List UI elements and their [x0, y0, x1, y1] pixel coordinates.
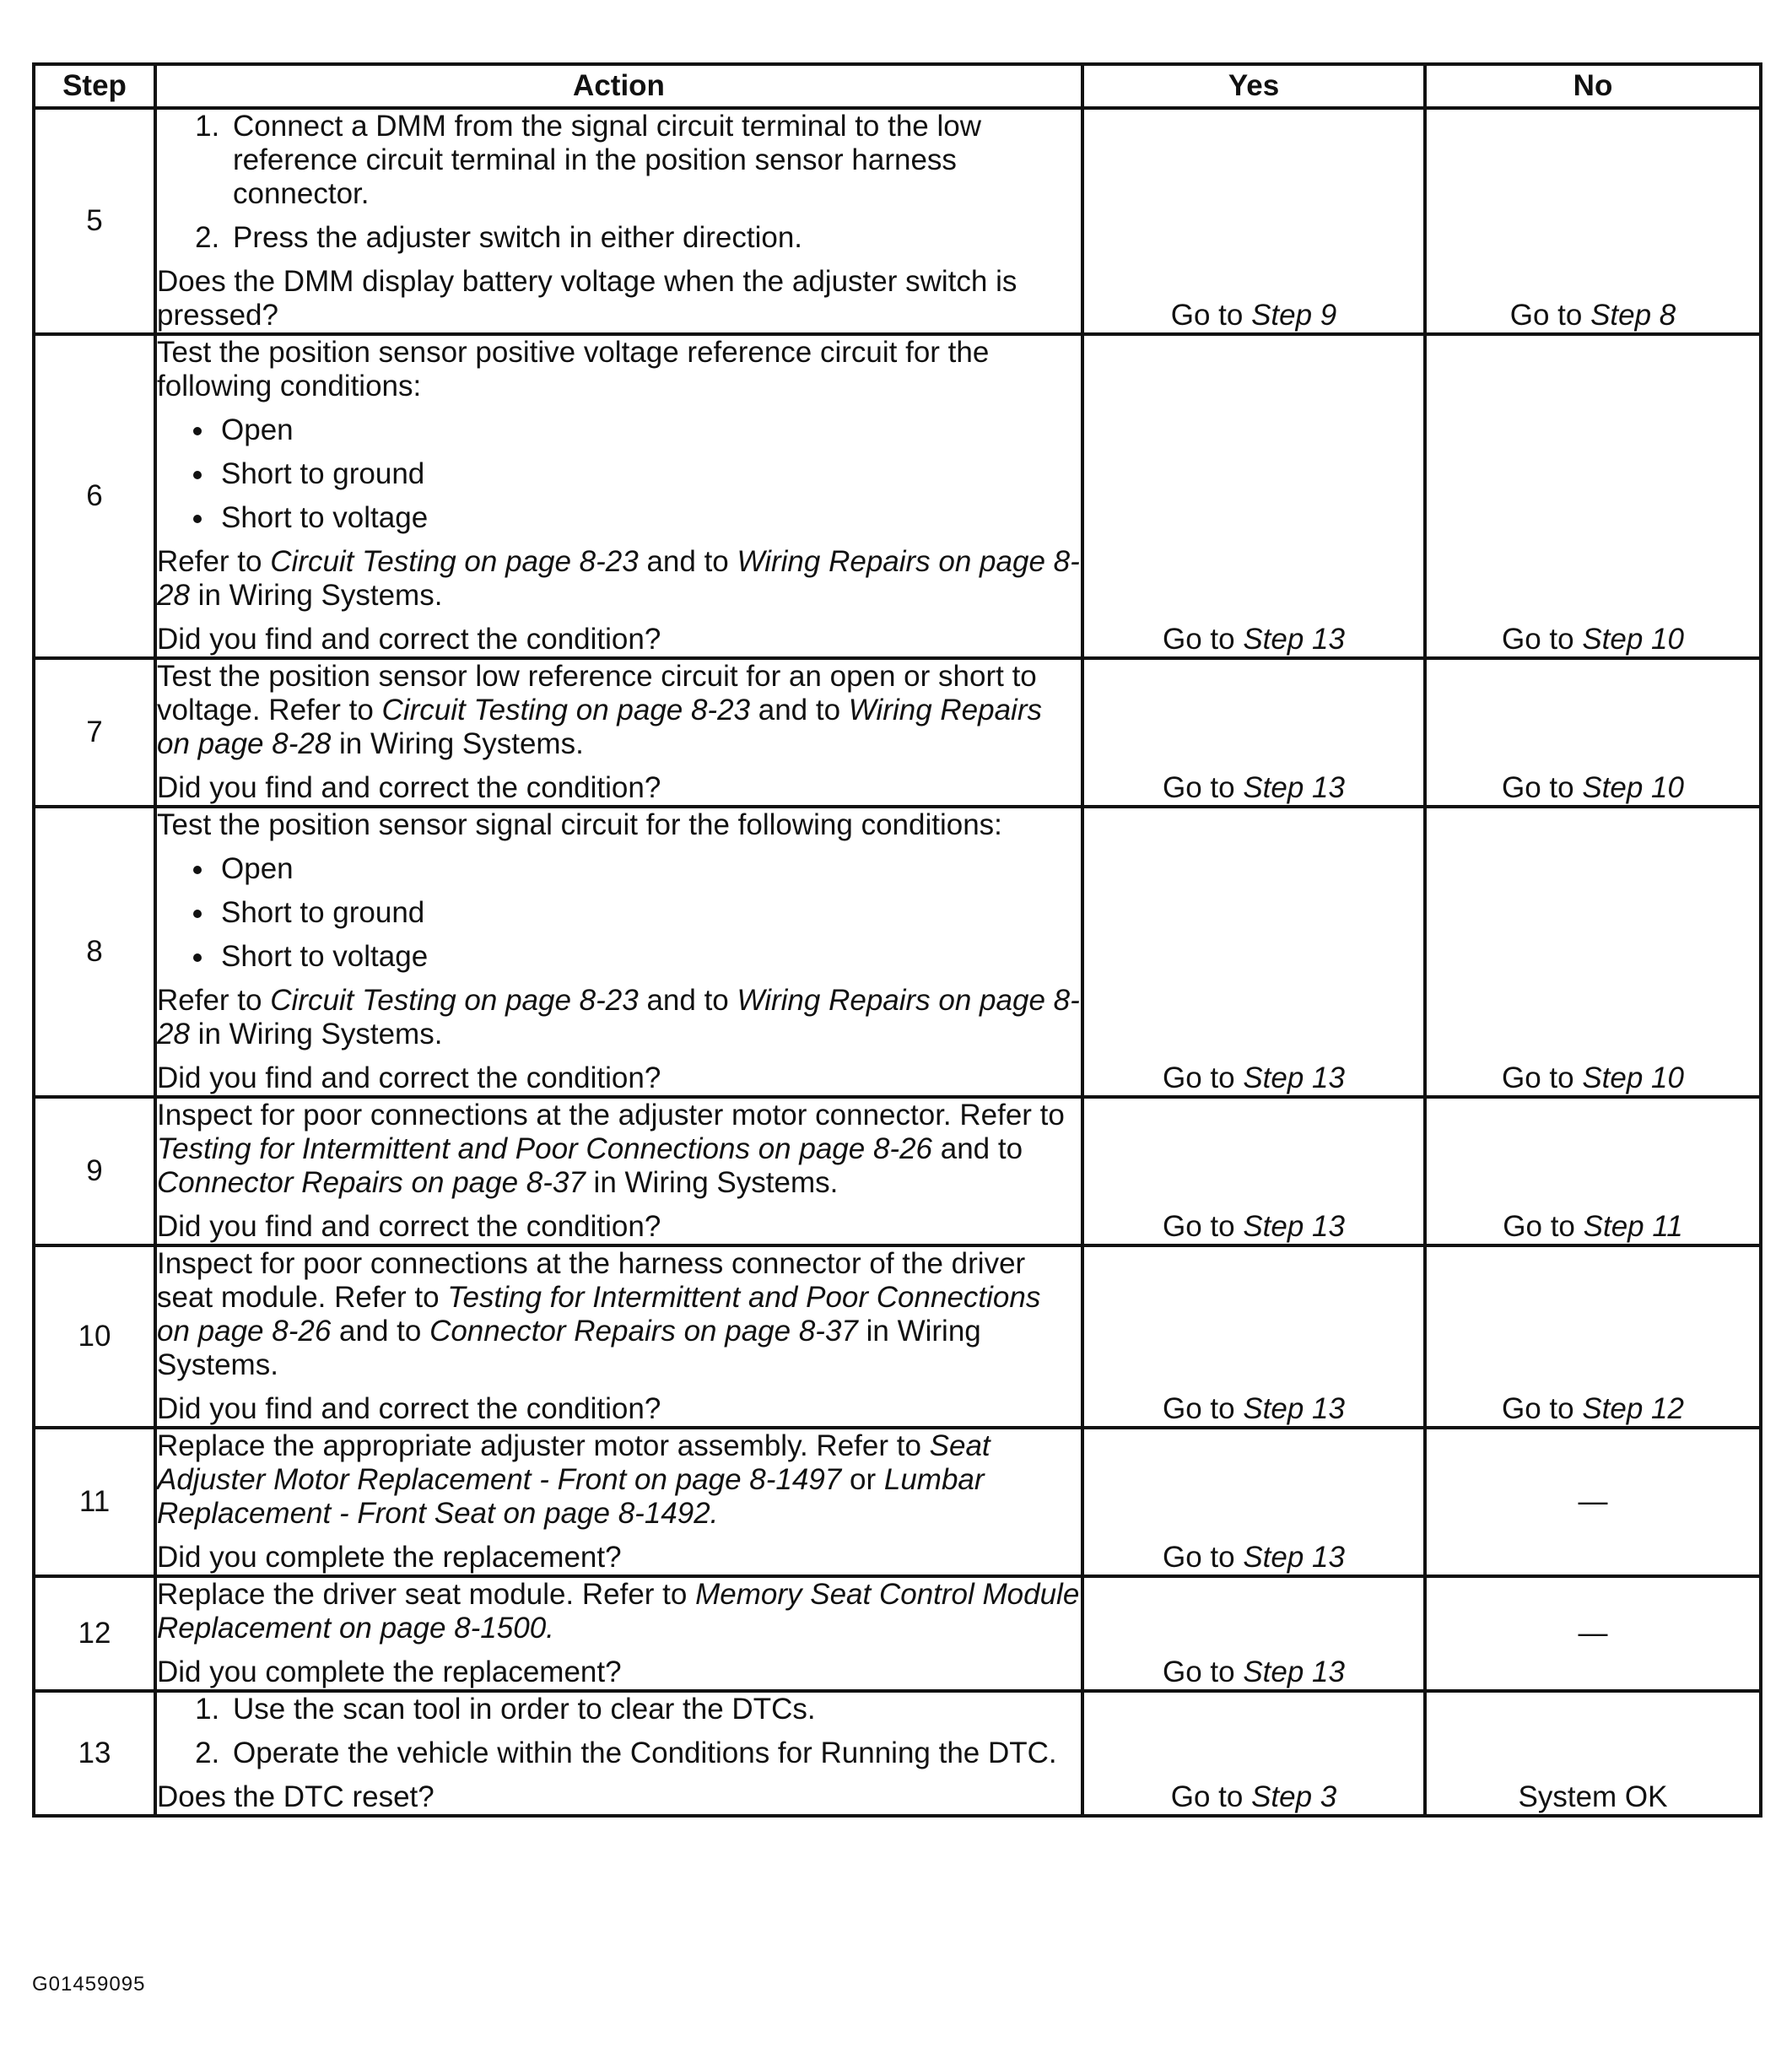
- question-text: [157, 1210, 1081, 1244]
- yes-outcome-target: Step 13: [1243, 771, 1345, 804]
- text-run: and to: [331, 1315, 430, 1348]
- no-outcome-target: Step 10: [1582, 1061, 1684, 1094]
- cross-reference: Lumbar Replacement - Front Seat on page 8-1492.: [157, 1463, 985, 1530]
- no-outcome-prefix: Go to: [1509, 299, 1591, 332]
- question-text: [157, 771, 1081, 805]
- no-outcome: [1425, 108, 1761, 334]
- cross-reference: Connector Repairs on page 8-37: [429, 1315, 858, 1348]
- yes-outcome: [1082, 1097, 1425, 1245]
- header-no: No: [1425, 64, 1761, 108]
- instruction-text: [157, 1429, 1081, 1531]
- bullet-item: • Open: [216, 852, 1081, 886]
- cross-reference: Connector Repairs on page 8-37: [157, 1166, 586, 1199]
- yes-outcome-prefix: Go to: [1163, 1061, 1244, 1094]
- yes-outcome-prefix: Go to: [1163, 1210, 1244, 1243]
- action-cell: [155, 334, 1082, 658]
- no-outcome-prefix: Go to: [1502, 1392, 1583, 1425]
- diagnostic-table: [32, 62, 1762, 1818]
- cross-reference: Circuit Testing on page 8-23: [270, 984, 639, 1017]
- no-outcome-prefix: Go to: [1502, 1061, 1583, 1094]
- table-row: [34, 658, 1761, 807]
- text-run: Did you find and correct the condition?: [157, 1061, 661, 1094]
- no-outcome-target: Step 12: [1582, 1392, 1684, 1425]
- bullet-item: • Short to voltage: [216, 940, 1081, 974]
- table-row: [34, 807, 1761, 1097]
- no-outcome-prefix: Go to: [1502, 623, 1583, 656]
- table-row: [34, 108, 1761, 334]
- instruction-text: [157, 336, 1081, 403]
- no-outcome-prefix: Go to: [1503, 1210, 1584, 1243]
- table-row: [34, 1691, 1761, 1816]
- list-item: [228, 110, 1081, 211]
- action-cell: [155, 1428, 1082, 1576]
- list-item: [228, 1737, 1081, 1770]
- action-cell: [155, 108, 1082, 334]
- action-cell: [155, 1245, 1082, 1428]
- yes-outcome-target: Step 9: [1251, 299, 1337, 332]
- yes-outcome-prefix: Go to: [1170, 1780, 1252, 1813]
- question-text: [157, 1780, 1081, 1814]
- text-run: Inspect for poor connections at the adjuster motor connector. Refer to: [157, 1099, 1065, 1132]
- action-cell: [155, 807, 1082, 1097]
- yes-outcome: [1082, 334, 1425, 658]
- instruction-text: [157, 1247, 1081, 1382]
- no-outcome-text: —: [1578, 1485, 1608, 1518]
- bullet-item: • Open: [216, 413, 1081, 447]
- yes-outcome-prefix: Go to: [1163, 623, 1244, 656]
- header-step: Step: [34, 64, 155, 108]
- yes-outcome: [1082, 658, 1425, 807]
- header-action: Action: [155, 64, 1082, 108]
- yes-outcome-target: Step 13: [1243, 1392, 1345, 1425]
- question-text: [157, 1061, 1081, 1095]
- figure-code: G01459095: [32, 1973, 146, 1996]
- yes-outcome-prefix: Go to: [1163, 771, 1244, 804]
- text-run: Replace the driver seat module. Refer to: [157, 1578, 696, 1611]
- yes-outcome-target: Step 13: [1243, 1656, 1345, 1688]
- yes-outcome-target: Step 13: [1243, 1210, 1345, 1243]
- yes-outcome-prefix: Go to: [1170, 299, 1252, 332]
- cross-reference: Seat Adjuster Motor Replacement - Front on page 8-1497: [157, 1429, 990, 1496]
- bullet-item: • Short to ground: [216, 896, 1081, 930]
- instruction-text: [157, 808, 1081, 842]
- instruction-text: [157, 545, 1081, 613]
- question-text: [157, 1392, 1081, 1426]
- cross-reference: Circuit Testing on page 8-23: [381, 694, 751, 727]
- cross-reference: Circuit Testing on page 8-23: [270, 545, 639, 578]
- text-run: Did you complete the replacement?: [157, 1656, 622, 1688]
- yes-outcome-target: Step 3: [1251, 1780, 1337, 1813]
- step-number: 13: [34, 1691, 155, 1816]
- no-outcome-prefix: Go to: [1502, 771, 1583, 804]
- text-run: in Wiring Systems.: [157, 1315, 981, 1381]
- text-run: Did you find and correct the condition?: [157, 771, 661, 804]
- table-row: [34, 1097, 1761, 1245]
- text-run: or: [841, 1463, 884, 1496]
- yes-outcome-target: Step 13: [1243, 623, 1345, 656]
- list-item: [228, 221, 1081, 255]
- list-item: [228, 1693, 1081, 1726]
- no-outcome: [1425, 1576, 1761, 1691]
- action-cell: [155, 658, 1082, 807]
- no-outcome: [1425, 1428, 1761, 1576]
- yes-outcome: [1082, 807, 1425, 1097]
- instruction-text: [157, 1099, 1081, 1200]
- step-number: 7: [34, 658, 155, 807]
- yes-outcome: [1082, 1245, 1425, 1428]
- bullet-item: • Short to ground: [216, 457, 1081, 491]
- text-run: Operate the vehicle within the Conditions for Running the DTC.: [233, 1737, 1057, 1769]
- table-header-row: [34, 64, 1761, 108]
- text-run: Did you complete the replacement?: [157, 1541, 622, 1574]
- question-text: [157, 1656, 1081, 1689]
- step-number: 11: [34, 1428, 155, 1576]
- action-cell: [155, 1691, 1082, 1816]
- question-text: [157, 1541, 1081, 1575]
- table-row: [34, 334, 1761, 658]
- text-run: Did you find and correct the condition?: [157, 623, 661, 656]
- table-row: [34, 1576, 1761, 1691]
- yes-outcome: [1082, 1428, 1425, 1576]
- yes-outcome-target: Step 13: [1243, 1061, 1345, 1094]
- text-run: Replace the appropriate adjuster motor assembly. Refer to: [157, 1429, 930, 1462]
- text-run: in Wiring Systems.: [331, 727, 584, 760]
- cross-reference: Wiring Repairs on page 8-28: [157, 984, 1080, 1051]
- yes-outcome-prefix: Go to: [1163, 1392, 1244, 1425]
- numbered-list: [157, 110, 1081, 255]
- bullet-item: • Short to voltage: [216, 501, 1081, 535]
- table-row: [34, 1428, 1761, 1576]
- yes-outcome: [1082, 1576, 1425, 1691]
- text-run: Test the position sensor signal circuit for the following conditions:: [157, 808, 1002, 841]
- instruction-text: [157, 1578, 1081, 1645]
- text-run: in Wiring Systems.: [585, 1166, 839, 1199]
- action-cell: [155, 1097, 1082, 1245]
- text-run: Test the position sensor positive voltage reference circuit for the following conditions:: [157, 336, 990, 402]
- text-run: Inspect for poor connections at the harness connector of the driver seat module. Refer to: [157, 1247, 1026, 1314]
- no-outcome: [1425, 334, 1761, 658]
- step-number: 9: [34, 1097, 155, 1245]
- cross-reference: Testing for Intermittent and Poor Connections on page 8-26: [157, 1281, 1041, 1348]
- yes-outcome-prefix: Go to: [1163, 1541, 1244, 1574]
- no-outcome: [1425, 1097, 1761, 1245]
- text-run: Test the position sensor low reference circuit for an open or short to voltage. Refer to: [157, 660, 1037, 727]
- yes-outcome: [1082, 1691, 1425, 1816]
- no-outcome-target: Step 8: [1590, 299, 1676, 332]
- cross-reference: Memory Seat Control Module Replacement on page 8-1500.: [157, 1578, 1080, 1645]
- header-yes: Yes: [1082, 64, 1425, 108]
- instruction-text: [157, 984, 1081, 1051]
- cross-reference: Wiring Repairs on page 8-28: [157, 694, 1042, 760]
- yes-outcome-target: Step 13: [1243, 1541, 1345, 1574]
- no-outcome: [1425, 658, 1761, 807]
- no-outcome: [1425, 807, 1761, 1097]
- text-run: and to: [638, 545, 737, 578]
- step-number: 12: [34, 1576, 155, 1691]
- text-run: Does the DMM display battery voltage when the adjuster switch is pressed?: [157, 265, 1017, 332]
- step-number: 6: [34, 334, 155, 658]
- cross-reference: Testing for Intermittent and Poor Connections on page 8-26: [157, 1132, 933, 1165]
- numbered-list: [157, 1693, 1081, 1770]
- text-run: and to: [638, 984, 737, 1017]
- text-run: Did you find and correct the condition?: [157, 1392, 661, 1425]
- text-run: in Wiring Systems.: [189, 1018, 443, 1051]
- instruction-text: [157, 660, 1081, 761]
- no-outcome: [1425, 1691, 1761, 1816]
- question-text: [157, 623, 1081, 656]
- no-outcome: [1425, 1245, 1761, 1428]
- bullet-list: [157, 852, 1081, 974]
- text-run: Refer to: [157, 984, 271, 1017]
- text-run: Refer to: [157, 545, 271, 578]
- text-run: in Wiring Systems.: [189, 579, 443, 612]
- text-run: Does the DTC reset?: [157, 1780, 435, 1813]
- text-run: and to: [750, 694, 849, 727]
- table-body: [34, 108, 1761, 1816]
- step-number: 5: [34, 108, 155, 334]
- yes-outcome: [1082, 108, 1425, 334]
- no-outcome-text: —: [1578, 1617, 1608, 1650]
- step-number: 10: [34, 1245, 155, 1428]
- no-outcome-target: Step 10: [1582, 771, 1684, 804]
- text-run: Use the scan tool in order to clear the DTCs.: [233, 1693, 816, 1726]
- table-row: [34, 1245, 1761, 1428]
- no-outcome-target: Step 11: [1583, 1210, 1683, 1243]
- text-run: and to: [932, 1132, 1023, 1165]
- bullet-list: [157, 413, 1081, 535]
- step-number: 8: [34, 807, 155, 1097]
- text-run: Connect a DMM from the signal circuit terminal to the low reference circuit terminal in the position sensor harness connector.: [233, 110, 981, 210]
- no-outcome-target: Step 10: [1582, 623, 1684, 656]
- text-run: Did you find and correct the condition?: [157, 1210, 661, 1243]
- question-text: [157, 265, 1081, 332]
- no-outcome-text: System OK: [1518, 1780, 1668, 1813]
- action-cell: [155, 1576, 1082, 1691]
- yes-outcome-prefix: Go to: [1163, 1656, 1244, 1688]
- cross-reference: Wiring Repairs on page 8-28: [157, 545, 1080, 612]
- text-run: Press the adjuster switch in either direction.: [233, 221, 803, 254]
